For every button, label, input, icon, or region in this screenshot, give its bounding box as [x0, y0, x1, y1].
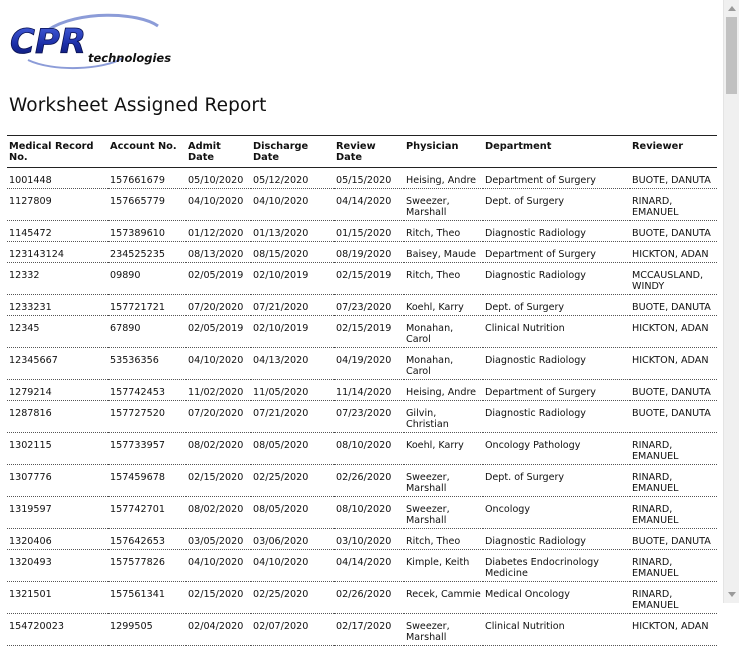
- cell-account-no: 157642653: [108, 529, 186, 550]
- table-body: [7, 168, 717, 646]
- cell-admit-date: 02/05/2019: [186, 316, 251, 348]
- table-row: [7, 189, 717, 221]
- cell-admit-date: 05/10/2020: [186, 168, 251, 189]
- cell-medical-record-no: 1321501: [7, 582, 108, 614]
- table-row: [7, 497, 717, 529]
- scrollbar-thumb[interactable]: [726, 17, 737, 94]
- cell-department: Dept. of Surgery: [483, 295, 630, 316]
- table-row: [7, 348, 717, 380]
- page-title: Worksheet Assigned Report: [9, 95, 267, 116]
- cell-review-date: 08/19/2020: [334, 242, 404, 263]
- cell-review-date: 01/15/2020: [334, 221, 404, 242]
- cell-reviewer: RINARD, EMANUEL: [630, 497, 717, 529]
- cell-review-date: 08/10/2020: [334, 497, 404, 529]
- cell-medical-record-no: 12345: [7, 316, 108, 348]
- cell-medical-record-no: 123143124: [7, 242, 108, 263]
- cell-admit-date: 08/02/2020: [186, 497, 251, 529]
- cell-department: Department of Surgery: [483, 242, 630, 263]
- cell-admit-date: 08/13/2020: [186, 242, 251, 263]
- cell-discharge-date: 08/05/2020: [251, 433, 334, 465]
- cell-account-no: 157459678: [108, 465, 186, 497]
- cell-medical-record-no: 1319597: [7, 497, 108, 529]
- cell-admit-date: 08/02/2020: [186, 433, 251, 465]
- cell-review-date: 07/23/2020: [334, 295, 404, 316]
- cell-physician: Ritch, Theo: [404, 263, 483, 295]
- cell-review-date: 02/26/2020: [334, 582, 404, 614]
- cell-reviewer: BUOTE, DANUTA: [630, 401, 717, 433]
- cell-admit-date: 04/10/2020: [186, 189, 251, 221]
- cell-review-date: 04/14/2020: [334, 189, 404, 221]
- cell-department: Dept. of Surgery: [483, 465, 630, 497]
- cell-review-date: 04/19/2020: [334, 348, 404, 380]
- cell-discharge-date: 08/15/2020: [251, 242, 334, 263]
- cell-account-no: 157665779: [108, 189, 186, 221]
- cell-admit-date: 07/20/2020: [186, 295, 251, 316]
- cell-review-date: 03/10/2020: [334, 529, 404, 550]
- cell-admit-date: 04/10/2020: [186, 348, 251, 380]
- cell-physician: Monahan, Carol: [404, 348, 483, 380]
- cell-physician: Koehl, Karry: [404, 295, 483, 316]
- cell-medical-record-no: 1127809: [7, 189, 108, 221]
- column-header-discharge-date: Discharge Date: [251, 136, 334, 168]
- cell-reviewer: BUOTE, DANUTA: [630, 221, 717, 242]
- cell-reviewer: HICKTON, ADAN: [630, 614, 717, 646]
- column-header-admit-date: Admit Date: [186, 136, 251, 168]
- cell-physician: Recek, Cammie: [404, 582, 483, 614]
- column-header-physician: Physician: [404, 136, 483, 168]
- table-row: [7, 221, 717, 242]
- cell-admit-date: 02/05/2019: [186, 263, 251, 295]
- cell-physician: Sweezer, Marshall: [404, 189, 483, 221]
- cell-physician: Sweezer, Marshall: [404, 614, 483, 646]
- cell-account-no: 157733957: [108, 433, 186, 465]
- table-header-row: [7, 136, 717, 168]
- cell-discharge-date: 02/10/2019: [251, 263, 334, 295]
- cell-physician: Koehl, Karry: [404, 433, 483, 465]
- cell-reviewer: RINARD, EMANUEL: [630, 433, 717, 465]
- cell-account-no: 157561341: [108, 582, 186, 614]
- cell-medical-record-no: 1320406: [7, 529, 108, 550]
- cell-reviewer: RINARD, EMANUEL: [630, 550, 717, 582]
- cell-account-no: 234525235: [108, 242, 186, 263]
- cell-physician: Ritch, Theo: [404, 221, 483, 242]
- cell-physician: Ritch, Theo: [404, 529, 483, 550]
- table-row: [7, 465, 717, 497]
- cell-reviewer: BUOTE, DANUTA: [630, 529, 717, 550]
- cell-admit-date: 04/10/2020: [186, 550, 251, 582]
- cell-account-no: 157577826: [108, 550, 186, 582]
- scroll-up-arrow-icon[interactable]: [724, 0, 739, 17]
- cell-admit-date: 02/04/2020: [186, 614, 251, 646]
- cpr-technologies-logo: [8, 12, 188, 72]
- cell-discharge-date: 05/12/2020: [251, 168, 334, 189]
- table-row: [7, 263, 717, 295]
- cell-medical-record-no: 1279214: [7, 380, 108, 401]
- cell-admit-date: 02/15/2020: [186, 582, 251, 614]
- cell-medical-record-no: 1302115: [7, 433, 108, 465]
- cell-discharge-date: 08/05/2020: [251, 497, 334, 529]
- cell-account-no: 157389610: [108, 221, 186, 242]
- cell-reviewer: BUOTE, DANUTA: [630, 295, 717, 316]
- cell-physician: Gilvin, Christian: [404, 401, 483, 433]
- cell-reviewer: BUOTE, DANUTA: [630, 380, 717, 401]
- cell-physician: Heising, Andre: [404, 380, 483, 401]
- table-row: [7, 582, 717, 614]
- column-header-medical-record-no: Medical Record No.: [7, 136, 108, 168]
- cell-discharge-date: 04/13/2020: [251, 348, 334, 380]
- cell-medical-record-no: 1287816: [7, 401, 108, 433]
- cell-physician: Monahan, Carol: [404, 316, 483, 348]
- cell-discharge-date: 01/13/2020: [251, 221, 334, 242]
- cell-medical-record-no: 1145472: [7, 221, 108, 242]
- cell-review-date: 07/23/2020: [334, 401, 404, 433]
- cell-reviewer: RINARD, EMANUEL: [630, 189, 717, 221]
- cell-reviewer: HICKTON, ADAN: [630, 348, 717, 380]
- cell-admit-date: 07/20/2020: [186, 401, 251, 433]
- cell-reviewer: MCCAUSLAND, WINDY: [630, 263, 717, 295]
- cell-admit-date: 01/12/2020: [186, 221, 251, 242]
- cell-discharge-date: 03/06/2020: [251, 529, 334, 550]
- cell-medical-record-no: 154720023: [7, 614, 108, 646]
- report-table: [7, 135, 717, 646]
- cell-department: Clinical Nutrition: [483, 614, 630, 646]
- cell-account-no: 09890: [108, 263, 186, 295]
- cell-account-no: 157721721: [108, 295, 186, 316]
- cell-discharge-date: 02/10/2019: [251, 316, 334, 348]
- table-row: [7, 316, 717, 348]
- cell-discharge-date: 07/21/2020: [251, 401, 334, 433]
- vertical-scrollbar[interactable]: [723, 0, 739, 603]
- table-row: [7, 242, 717, 263]
- cell-review-date: 11/14/2020: [334, 380, 404, 401]
- cell-medical-record-no: 1320493: [7, 550, 108, 582]
- cell-discharge-date: 11/05/2020: [251, 380, 334, 401]
- scroll-down-arrow-icon[interactable]: [724, 586, 739, 603]
- cell-department: Clinical Nutrition: [483, 316, 630, 348]
- cell-medical-record-no: 1233231: [7, 295, 108, 316]
- cell-physician: Sweezer, Marshall: [404, 497, 483, 529]
- cell-medical-record-no: 1001448: [7, 168, 108, 189]
- column-header-reviewer: Reviewer: [630, 136, 717, 168]
- cell-reviewer: BUOTE, DANUTA: [630, 168, 717, 189]
- cell-reviewer: HICKTON, ADAN: [630, 242, 717, 263]
- cell-department: Dept. of Surgery: [483, 189, 630, 221]
- cell-department: Oncology: [483, 497, 630, 529]
- cell-discharge-date: 02/25/2020: [251, 582, 334, 614]
- svg-text:CPR: CPR: [10, 22, 87, 62]
- cell-medical-record-no: 12345667: [7, 348, 108, 380]
- cell-review-date: 04/14/2020: [334, 550, 404, 582]
- cell-review-date: 05/15/2020: [334, 168, 404, 189]
- cell-discharge-date: 04/10/2020: [251, 550, 334, 582]
- cell-account-no: 53536356: [108, 348, 186, 380]
- cell-physician: Sweezer, Marshall: [404, 465, 483, 497]
- cell-medical-record-no: 12332: [7, 263, 108, 295]
- cell-physician: Baisey, Maude: [404, 242, 483, 263]
- cell-account-no: 67890: [108, 316, 186, 348]
- cell-review-date: 02/26/2020: [334, 465, 404, 497]
- column-header-review-date: Review Date: [334, 136, 404, 168]
- cell-admit-date: 02/15/2020: [186, 465, 251, 497]
- cell-review-date: 08/10/2020: [334, 433, 404, 465]
- cell-review-date: 02/15/2019: [334, 263, 404, 295]
- cell-admit-date: 03/05/2020: [186, 529, 251, 550]
- cell-department: Department of Surgery: [483, 168, 630, 189]
- table-row: [7, 433, 717, 465]
- cell-department: Diagnostic Radiology: [483, 348, 630, 380]
- cell-discharge-date: 02/25/2020: [251, 465, 334, 497]
- cell-physician: Kimple, Keith: [404, 550, 483, 582]
- cell-discharge-date: 02/07/2020: [251, 614, 334, 646]
- table-row: [7, 168, 717, 189]
- cell-discharge-date: 07/21/2020: [251, 295, 334, 316]
- cell-department: Diabetes Endocrinology Medicine: [483, 550, 630, 582]
- cell-department: Oncology Pathology: [483, 433, 630, 465]
- table-row: [7, 295, 717, 316]
- cell-medical-record-no: 1307776: [7, 465, 108, 497]
- cell-department: Medical Oncology: [483, 582, 630, 614]
- column-header-account-no: Account No.: [108, 136, 186, 168]
- column-header-department: Department: [483, 136, 630, 168]
- cell-review-date: 02/17/2020: [334, 614, 404, 646]
- cell-reviewer: RINARD, EMANUEL: [630, 582, 717, 614]
- table-row: [7, 401, 717, 433]
- cell-physician: Heising, Andre: [404, 168, 483, 189]
- cell-account-no: 157727520: [108, 401, 186, 433]
- cell-department: Diagnostic Radiology: [483, 401, 630, 433]
- cell-reviewer: RINARD, EMANUEL: [630, 465, 717, 497]
- table-row: [7, 529, 717, 550]
- cell-department: Diagnostic Radiology: [483, 221, 630, 242]
- cell-admit-date: 11/02/2020: [186, 380, 251, 401]
- cell-account-no: 1299505: [108, 614, 186, 646]
- svg-text:technologies: technologies: [88, 51, 172, 65]
- cell-account-no: 157742701: [108, 497, 186, 529]
- cell-account-no: 157742453: [108, 380, 186, 401]
- table-row: [7, 550, 717, 582]
- cell-account-no: 157661679: [108, 168, 186, 189]
- cell-review-date: 02/15/2019: [334, 316, 404, 348]
- cell-reviewer: HICKTON, ADAN: [630, 316, 717, 348]
- table-row: [7, 380, 717, 401]
- cell-department: Diagnostic Radiology: [483, 529, 630, 550]
- table-row: [7, 614, 717, 646]
- cell-department: Department of Surgery: [483, 380, 630, 401]
- cell-discharge-date: 04/10/2020: [251, 189, 334, 221]
- cell-department: Diagnostic Radiology: [483, 263, 630, 295]
